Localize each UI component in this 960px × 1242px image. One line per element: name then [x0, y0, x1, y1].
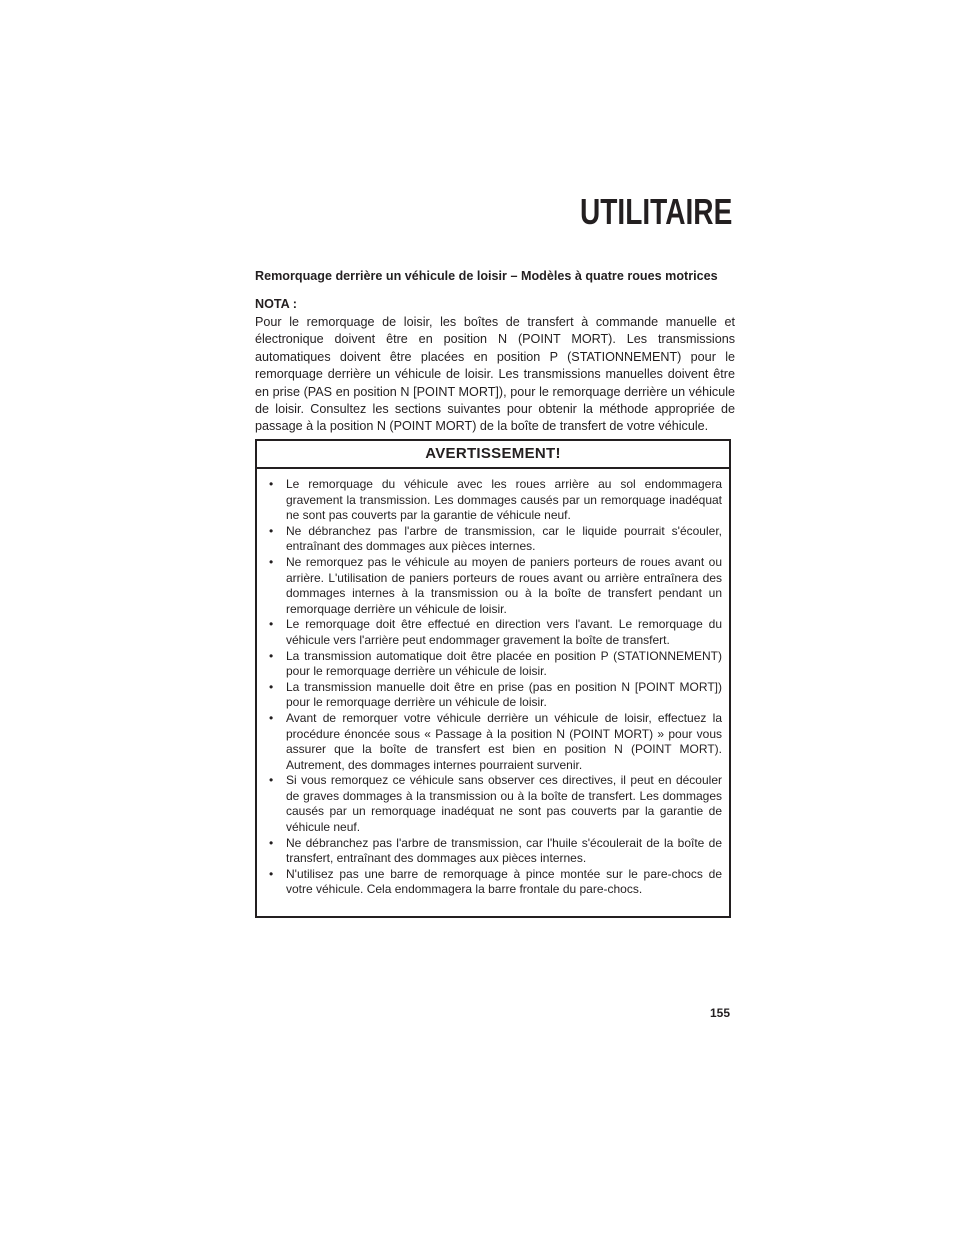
warning-item-text: Ne débranchez pas l'arbre de transmission, car le liquide pourrait s'écouler, entraînant des dommages aux pièces internes. — [286, 523, 722, 554]
bullet-icon: • — [269, 866, 274, 881]
warning-title: AVERTISSEMENT! — [257, 441, 729, 469]
warning-list — [257, 469, 729, 898]
bullet-icon: • — [269, 617, 274, 632]
warning-item-text: Le remorquage du véhicule avec les roues arrière au sol endommagera gravement la transmission. Les dommages causés par un remorquage inadéquat ne sont pas couverts par la garantie de véhicule neuf. — [286, 477, 722, 523]
bullet-icon: • — [269, 477, 274, 491]
warning-item — [269, 617, 722, 648]
warning-item — [269, 867, 722, 898]
page-number: 155 — [709, 1006, 730, 1020]
main-content — [255, 268, 735, 436]
warning-item-text: N'utilisez pas une barre de remorquage à pince montée sur le pare-chocs de votre véhicule. Cela endommagera la barre frontale du pare-chocs. — [286, 866, 722, 897]
warning-item — [269, 555, 722, 617]
warning-item — [269, 477, 722, 524]
bullet-icon: • — [269, 835, 274, 850]
section-title: UTILITAIRE — [579, 191, 732, 232]
warning-item — [269, 836, 722, 867]
warning-item — [269, 711, 722, 773]
warning-box — [255, 439, 731, 918]
bullet-icon: • — [269, 773, 274, 788]
bullet-icon: • — [269, 679, 274, 694]
warning-item-text: La transmission manuelle doit être en prise (pas en position N [POINT MORT]) pour le remorquage derrière un véhicule de loisir. — [286, 679, 722, 710]
bullet-icon: • — [269, 648, 274, 663]
warning-item-text: Avant de remorquer votre véhicule derrière un véhicule de loisir, effectuez la procédure énoncée sous « Passage à la position N (POINT MORT) » pour vous assurer que la boîte de transfert est bien en position N (POINT MORT). Autrement, des dommages internes pourraient survenir. — [286, 710, 722, 772]
warning-item — [269, 649, 722, 680]
warning-item-text: Le remorquage doit être effectué en direction vers l'avant. Le remorquage du véhicule vers l'arrière peut endommager gravement la boîte de transfert. — [286, 617, 722, 647]
warning-item-text: La transmission automatique doit être placée en position P (STATIONNEMENT) pour le remorquage derrière un véhicule de loisir. — [286, 648, 722, 679]
nota-label: NOTA : — [255, 297, 297, 311]
subsection-heading: Remorquage derrière un véhicule de loisir – Modèles à quatre roues motrices — [255, 269, 718, 283]
warning-item-text: Si vous remorquez ce véhicule sans observer ces directives, il peut en découler de graves dommages à la transmission ou à la boîte de transfert. Les dommages causés par un remorquage inadéquat ne sont pas couverts par la garantie de véhicule neuf. — [286, 773, 722, 835]
warning-item — [269, 773, 722, 835]
bullet-icon: • — [269, 710, 274, 725]
bullet-icon: • — [269, 523, 274, 538]
warning-item-text: Ne débranchez pas l'arbre de transmission, car l'huile s'écoulerait de la boîte de transfert, entraînant des dommages aux pièces internes. — [286, 835, 722, 866]
bullet-icon: • — [269, 554, 274, 569]
warning-item — [269, 680, 722, 711]
nota-text: Pour le remorquage de loisir, les boîtes de transfert à commande manuelle et électronique doivent être en position N (POINT MORT). Les transmissions automatiques doivent être placées en position P (STATIONNEMENT) pour le remorquage derrière un véhicule de loisir. Les transmissions manuelles doivent être en prise (PAS en position N [POINT MORT]), pour le remorquage derrière un véhicule de loisir. Consultez les sections suivantes pour obtenir la méthode appropriée de passage à la position N (POINT MORT) de la boîte de transfert de votre véhicule. — [255, 315, 735, 434]
warning-item-text: Ne remorquez pas le véhicule au moyen de paniers porteurs de roues avant ou arrière. L'utilisation de paniers porteurs de roues avant ou arrière entraînera des dommages internes à la transmission ou à la boîte de transfert pendant un remorquage derrière un véhicule de loisir. — [286, 554, 722, 616]
warning-item — [269, 524, 722, 555]
